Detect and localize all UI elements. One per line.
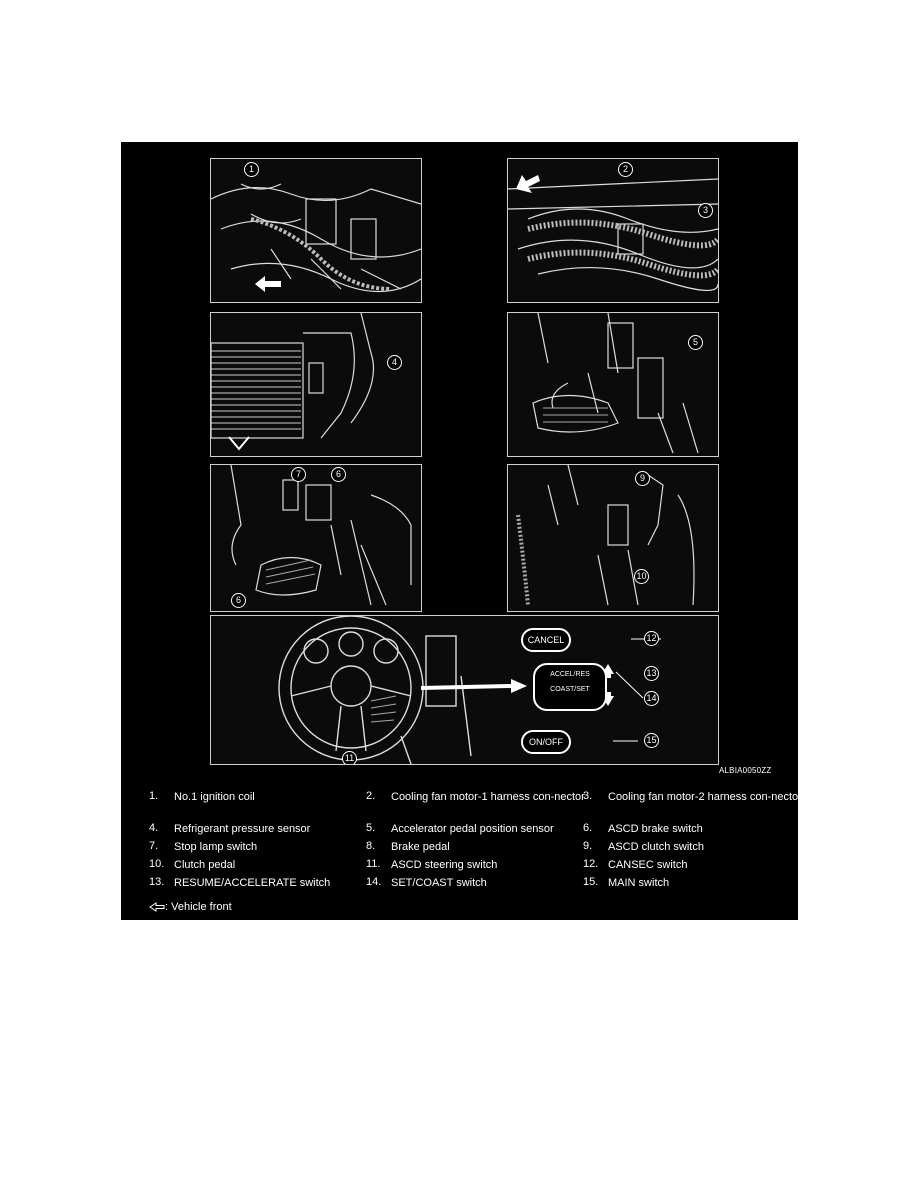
legend-number: 5. [366, 822, 376, 834]
accel-res-label: ACCEL/RES [550, 671, 590, 678]
panel-steering-switches [210, 615, 719, 765]
panel-clutch-switch [507, 464, 719, 612]
legend-text: Brake pedal [391, 841, 450, 853]
callout-13: 13 [644, 666, 659, 681]
legend-number: 9. [583, 840, 593, 852]
callout-8: 6 [231, 593, 246, 608]
legend-text: No.1 ignition coil [174, 791, 255, 803]
callout-12: 12 [644, 631, 659, 646]
legend-number: 13. [149, 876, 165, 888]
panel-accelerator-sensor [507, 312, 719, 457]
vehicle-front-arrow-icon [227, 433, 251, 453]
legend-number: 1. [149, 790, 159, 802]
callout-9: 9 [635, 471, 650, 486]
legend-text: CANSEC switch [608, 859, 688, 871]
vehicle-front-arrow-icon [149, 902, 165, 912]
clutch-pedal-illustration [508, 465, 718, 611]
callout-15: 15 [644, 733, 659, 748]
legend-number: 6. [583, 822, 593, 834]
legend-text: Refrigerant pressure sensor [174, 823, 311, 835]
legend-text: Accelerator pedal position sensor [391, 823, 554, 835]
callout-6: 6 [331, 467, 346, 482]
vehicle-front-arrow-icon [514, 173, 542, 195]
legend-number: 3. [583, 790, 593, 802]
vehicle-front-label: : Vehicle front [165, 901, 232, 913]
coast-set-label: COAST/SET [550, 686, 590, 693]
legend-text: ASCD brake switch [608, 823, 703, 835]
legend-number: 10. [149, 858, 165, 870]
legend-number: 14. [366, 876, 382, 888]
engine-bay-illustration-1 [211, 159, 421, 302]
panel-cooling-fan-connectors [507, 158, 719, 303]
component-location-figure [121, 142, 802, 920]
callout-4: 4 [387, 355, 402, 370]
callout-14: 14 [644, 691, 659, 706]
panel-ignition-coil [210, 158, 422, 303]
callout-10: 10 [634, 569, 649, 584]
legend-text: ASCD clutch switch [608, 841, 704, 853]
legend-text: MAIN switch [608, 877, 670, 889]
callout-7: 7 [291, 467, 306, 482]
vehicle-front-note [149, 901, 232, 913]
legend-number: 2. [366, 790, 376, 802]
cancel-switch: CANCEL [521, 628, 571, 652]
callout-1: 1 [244, 162, 259, 177]
steering-wheel-illustration [211, 616, 718, 764]
pedal-illustration [508, 313, 718, 456]
panel-brake-switches [210, 464, 422, 612]
legend-text: RESUME/ACCELERATE switch [174, 877, 331, 889]
legend-text: ASCD steering switch [391, 859, 498, 871]
accel-coast-switch [533, 663, 607, 711]
legend-number: 8. [366, 840, 376, 852]
legend-text: Cooling fan motor-1 harness con-nector [391, 791, 585, 803]
callout-5: 5 [688, 335, 703, 350]
panel-refrigerant-sensor [210, 312, 422, 457]
callout-3: 3 [698, 203, 713, 218]
callout-2: 2 [618, 162, 633, 177]
brake-pedal-illustration [211, 465, 421, 611]
legend-number: 4. [149, 822, 159, 834]
legend-text: Cooling fan motor-2 harness con-nector [608, 791, 802, 803]
vehicle-front-arrow-icon [253, 274, 283, 294]
legend-number: 12. [583, 858, 599, 870]
figure-code: ALBIA0050ZZ [719, 766, 772, 775]
legend-text: Stop lamp switch [174, 841, 258, 853]
legend-text: SET/COAST switch [391, 877, 487, 889]
legend-number: 11. [366, 858, 381, 870]
onoff-switch: ON/OFF [521, 730, 571, 754]
legend-number: 15. [583, 876, 599, 888]
legend-number: 7. [149, 840, 159, 852]
callout-11: 11 [342, 751, 357, 765]
legend-text: Clutch pedal [174, 859, 236, 871]
